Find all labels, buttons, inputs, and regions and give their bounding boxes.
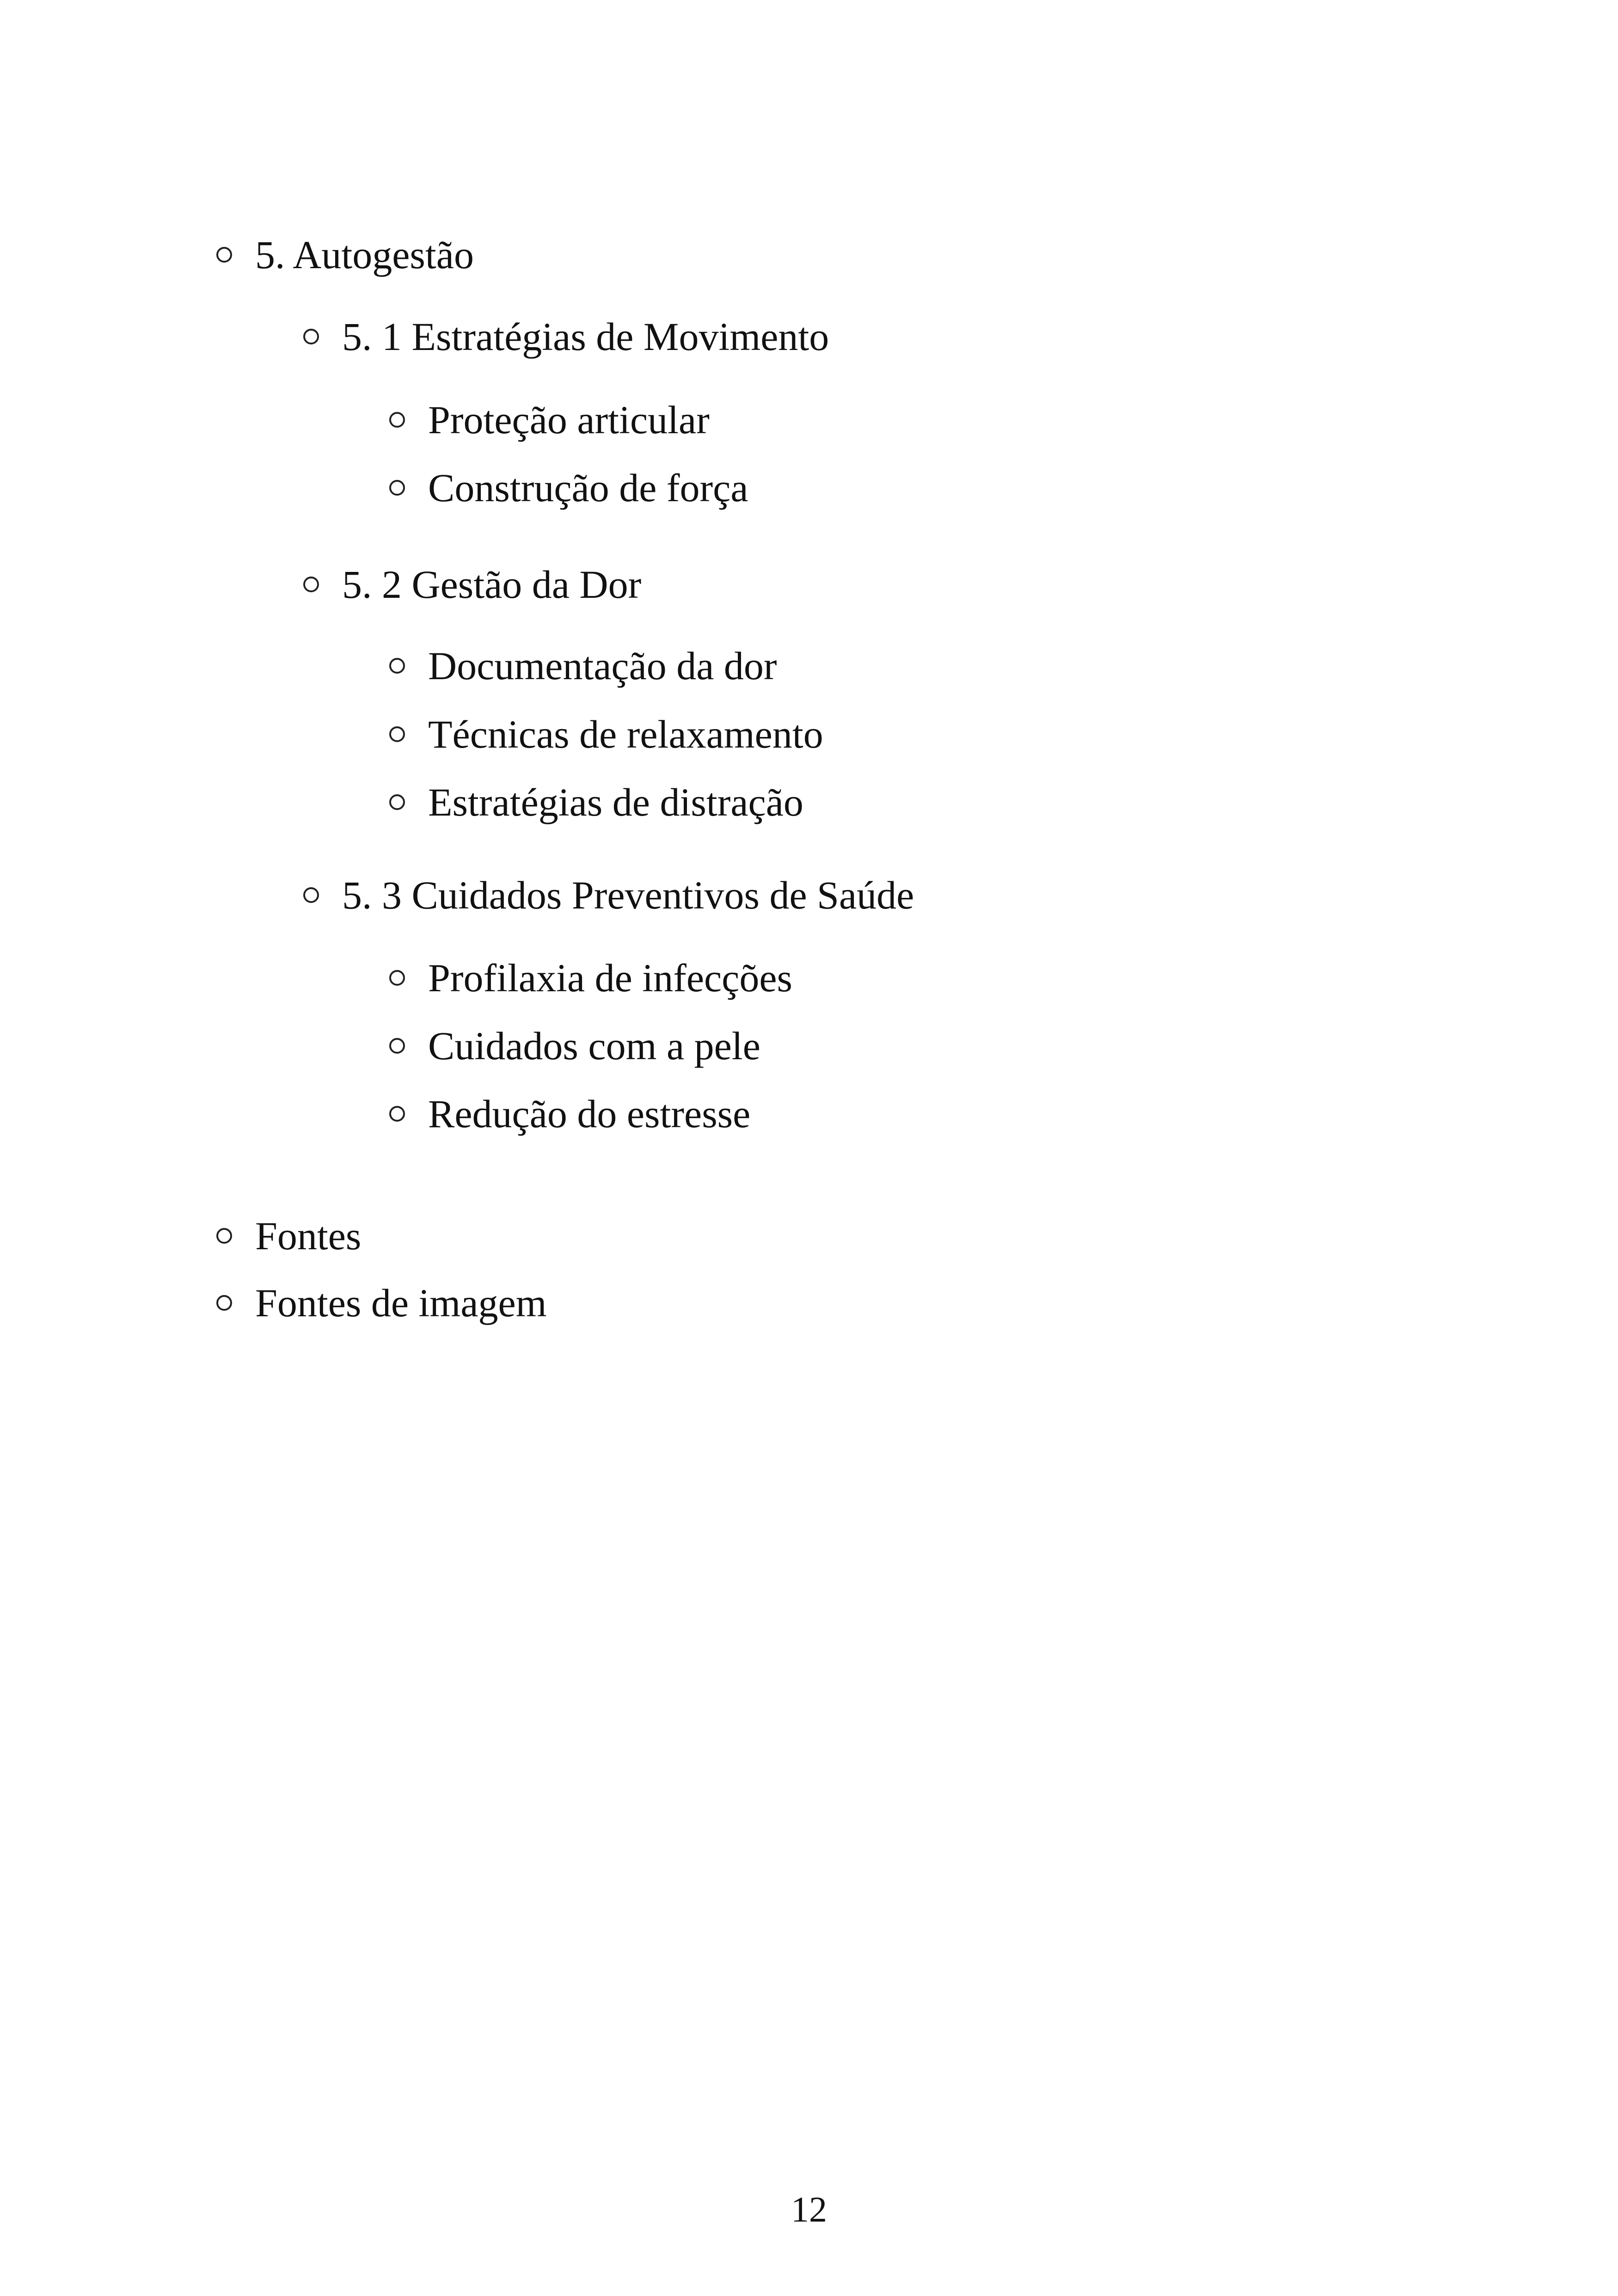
outline-item-dor (303, 562, 642, 607)
outline-item-fontes-imagem (216, 1283, 547, 1323)
hollow-circle-bullet-icon (389, 658, 405, 674)
hollow-circle-bullet-icon (216, 1228, 232, 1244)
outline-subitem (389, 958, 792, 998)
hollow-circle-bullet-icon (303, 887, 319, 903)
outline-item-label: Fontes de imagem (255, 1281, 547, 1325)
outline-subitem (389, 646, 777, 686)
hollow-circle-bullet-icon (389, 1106, 405, 1122)
outline-item-preventivos (303, 875, 914, 915)
outline-subitem-label: Documentação da dor (428, 644, 777, 688)
outline-subitem-label: Técnicas de relaxamento (428, 712, 823, 756)
outline-item-fontes (216, 1216, 361, 1256)
outline-item-movimento (303, 314, 829, 359)
hollow-circle-bullet-icon (389, 412, 405, 428)
hollow-circle-bullet-icon (389, 726, 405, 742)
outline-subitem-label: Redução do estresse (428, 1092, 751, 1136)
outline-item-label: Fontes (255, 1214, 362, 1258)
hollow-circle-bullet-icon (216, 1295, 232, 1311)
outline-subitem-label: Construção de força (428, 466, 748, 510)
hollow-circle-bullet-icon (303, 577, 319, 592)
outline-subitem-label: Profilaxia de infecções (428, 956, 792, 1000)
hollow-circle-bullet-icon (389, 1038, 405, 1054)
hollow-circle-bullet-icon (389, 970, 405, 986)
outline-item-label: 5. 1 Estratégias de Movimento (342, 314, 829, 359)
outline-item-label: 5. 3 Cuidados Preventivos de Saúde (342, 873, 914, 917)
outline-subitem (389, 1026, 760, 1066)
outline-subitem (389, 468, 748, 508)
outline-item-label: 5. 2 Gestão da Dor (342, 562, 642, 607)
hollow-circle-bullet-icon (216, 247, 232, 263)
outline-subitem-label: Cuidados com a pele (428, 1024, 760, 1068)
hollow-circle-bullet-icon (389, 794, 405, 810)
hollow-circle-bullet-icon (303, 329, 319, 344)
hollow-circle-bullet-icon (389, 480, 405, 496)
outline-subitem (389, 782, 803, 822)
outline-subitem (389, 1094, 750, 1134)
outline-item-autogestao (216, 235, 474, 275)
outline-subitem (389, 400, 710, 440)
outline-subitem-label: Estratégias de distração (428, 780, 803, 824)
page-number: 12 (791, 2189, 827, 2229)
outline-subitem-label: Proteção articular (428, 398, 710, 442)
outline-subitem (389, 714, 823, 754)
outline-item-label: 5. Autogestão (255, 233, 474, 277)
